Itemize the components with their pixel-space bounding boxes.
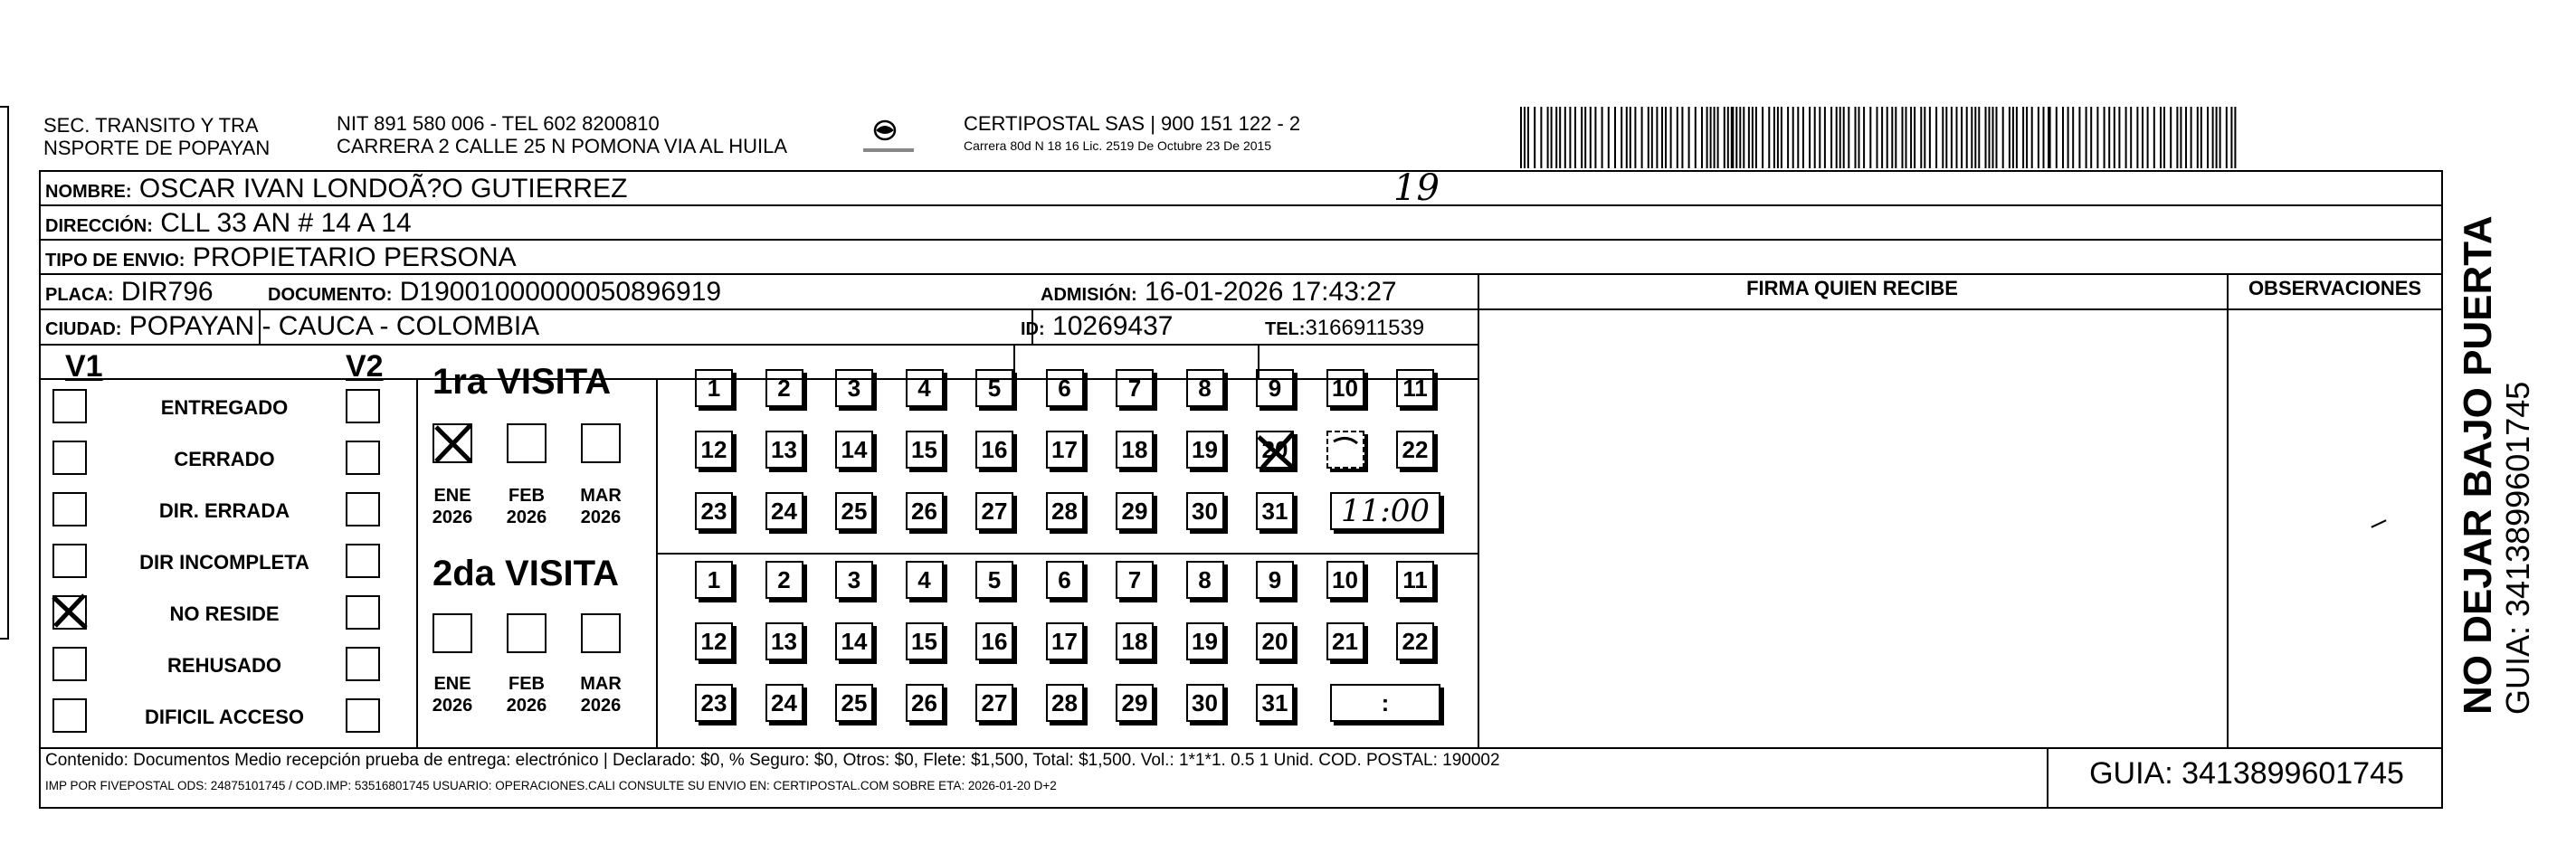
day-box[interactable]: 8 xyxy=(1186,561,1224,599)
barcode-bar xyxy=(1581,107,1583,168)
barcode-bar xyxy=(1819,107,1820,168)
day-box[interactable]: 24 xyxy=(765,684,803,722)
barcode-bar xyxy=(1895,107,1896,168)
barcode-bar xyxy=(1748,107,1750,168)
barcode-bar xyxy=(1855,107,1857,168)
barcode-bar xyxy=(1781,107,1782,168)
first-visit-label: 1ra VISITA xyxy=(433,362,612,402)
day-box[interactable]: 30 xyxy=(1186,492,1224,530)
day-box[interactable]: 14 xyxy=(835,431,873,469)
month-checkbox[interactable] xyxy=(581,613,621,653)
barcode-bar xyxy=(1656,107,1658,168)
day-box[interactable]: 12 xyxy=(695,622,733,660)
status-label: DIR INCOMPLETA xyxy=(139,551,309,574)
v2-checkbox[interactable] xyxy=(346,492,380,526)
recipient-name: NOMBRE: OSCAR IVAN LONDOÃ?O GUTIERREZ xyxy=(45,174,628,204)
barcode-bar xyxy=(2220,107,2221,168)
barcode-bar xyxy=(2062,107,2064,168)
barcode-bar xyxy=(1935,107,1937,168)
status-label: DIR. ERRADA xyxy=(158,499,290,522)
barcode-bar xyxy=(1768,107,1770,168)
barcode-bar xyxy=(1626,107,1628,168)
barcode-bar xyxy=(2096,107,2098,168)
day-box[interactable]: 3 xyxy=(835,561,873,599)
status-label: CERRADO xyxy=(174,448,275,470)
barcode-bar xyxy=(1634,107,1636,168)
certipostal-logo xyxy=(860,118,941,166)
day-box[interactable]: 11 xyxy=(1396,369,1434,407)
barcode-bar xyxy=(1551,107,1553,168)
barcode-bar xyxy=(1648,107,1649,168)
barcode xyxy=(1520,107,2244,173)
barcode-bar xyxy=(1727,107,1729,168)
barcode-bar xyxy=(2009,107,2010,168)
barcode-bar xyxy=(2176,107,2178,168)
day-box[interactable]: 9 xyxy=(1256,561,1294,599)
day-box[interactable]: 10 xyxy=(1326,561,1364,599)
barcode-bar xyxy=(2201,107,2202,168)
time-box[interactable]: 11:00 xyxy=(1330,492,1440,530)
barcode-bar xyxy=(1534,107,1535,168)
day-box[interactable]: 15 xyxy=(906,431,944,469)
barcode-bar xyxy=(2012,107,2014,168)
barcode-bar xyxy=(2212,107,2214,168)
day-box[interactable]: 5 xyxy=(975,369,1013,407)
barcode-bar xyxy=(1773,107,1775,168)
barcode-bar xyxy=(1956,107,1958,168)
barcode-bar xyxy=(2230,107,2232,168)
day-box[interactable]: 18 xyxy=(1116,431,1154,469)
day-box[interactable]: 26 xyxy=(906,492,944,530)
day-box[interactable]: 9 xyxy=(1256,369,1294,407)
day-box[interactable]: 1 xyxy=(695,561,733,599)
day-box[interactable]: 30 xyxy=(1186,684,1224,722)
day-box[interactable]: 31 xyxy=(1256,492,1294,530)
barcode-bar xyxy=(1924,107,1925,168)
barcode-bar xyxy=(2072,107,2074,168)
v1-checkbox[interactable] xyxy=(52,389,87,423)
barcode-bar xyxy=(1710,107,1712,168)
barcode-bar xyxy=(1651,107,1653,168)
barcode-bar xyxy=(1966,107,1968,168)
day-box[interactable]: 17 xyxy=(1046,622,1084,660)
barcode-bar xyxy=(2104,107,2105,168)
v2-checkbox[interactable] xyxy=(346,441,380,475)
recipient-id: ID: 10269437 xyxy=(1021,311,1174,341)
day-box[interactable]: 28 xyxy=(1046,684,1084,722)
barcode-bar xyxy=(2130,107,2132,168)
day-box[interactable]: 6 xyxy=(1046,561,1084,599)
barcode-bar xyxy=(1992,107,1994,168)
day-box[interactable]: 20 xyxy=(1256,431,1294,469)
barcode-bar xyxy=(1555,107,1557,168)
day-box[interactable]: 19 xyxy=(1186,431,1224,469)
day-box[interactable]: 7 xyxy=(1116,369,1154,407)
day-box[interactable]: 16 xyxy=(975,622,1013,660)
side-text xyxy=(2457,190,2536,715)
barcode-bar xyxy=(1717,107,1719,168)
barcode-bar xyxy=(2002,107,2004,168)
barcode-bar xyxy=(1641,107,1643,168)
status-label: REHUSADO xyxy=(167,654,281,677)
barcode-bar xyxy=(2163,107,2165,168)
barcode-bar xyxy=(2197,107,2199,168)
barcode-bar xyxy=(1665,107,1667,168)
day-box[interactable]: 27 xyxy=(975,492,1013,530)
barcode-bar xyxy=(2067,107,2069,168)
month-label: MAR 2026 xyxy=(580,674,622,716)
barcode-bar xyxy=(2226,107,2228,168)
barcode-bar xyxy=(1569,107,1571,168)
day-box[interactable]: 22 xyxy=(1396,431,1434,469)
barcode-bar xyxy=(2016,107,2018,168)
barcode-bar xyxy=(1777,107,1779,168)
shipment-type: TIPO DE ENVIO: PROPIETARIO PERSONA xyxy=(45,242,517,272)
barcode-bar xyxy=(1547,107,1549,168)
signature-label: FIRMA QUIEN RECIBE xyxy=(1746,277,1958,299)
day-box[interactable]: 21 xyxy=(1326,622,1364,660)
barcode-bar xyxy=(1869,107,1871,168)
barcode-bar xyxy=(1614,107,1616,168)
day-box[interactable]: 29 xyxy=(1116,684,1154,722)
day-box[interactable]: 10 xyxy=(1326,369,1364,407)
day-box[interactable]: 24 xyxy=(765,492,803,530)
day-box[interactable]: 18 xyxy=(1116,622,1154,660)
barcode-bar xyxy=(1792,107,1794,168)
day-box[interactable]: 14 xyxy=(835,622,873,660)
barcode-bar xyxy=(2056,107,2058,168)
barcode-bar xyxy=(1951,107,1953,168)
barcode-bar xyxy=(1848,107,1849,168)
day-box[interactable]: 12 xyxy=(695,431,733,469)
barcode-bar xyxy=(1524,107,1526,168)
day-box[interactable]: 31 xyxy=(1256,684,1294,722)
barcode-bar xyxy=(1843,107,1845,168)
month-checkbox[interactable] xyxy=(433,423,472,463)
barcode-bar xyxy=(1739,107,1741,168)
barcode-bar xyxy=(1755,107,1757,168)
barcode-bar xyxy=(2048,107,2051,168)
issuer-contact: NIT 891 580 006 - TEL 602 8200810 CARRERA 2 CALLE 25 N POMONA VIA AL HUILA xyxy=(337,112,788,157)
day-box[interactable]: 25 xyxy=(835,684,873,722)
barcode-bar xyxy=(1608,107,1610,168)
day-box[interactable]: 7 xyxy=(1116,561,1154,599)
barcode-bar xyxy=(1978,107,1980,168)
barcode-bar xyxy=(1724,107,1725,168)
status-label: NO RESIDE xyxy=(169,602,280,625)
barcode-bar xyxy=(1787,107,1789,168)
barcode-bar xyxy=(1971,107,1972,168)
barcode-bar xyxy=(1814,107,1816,168)
barcode-bar xyxy=(2170,107,2172,168)
day-box[interactable]: 23 xyxy=(695,684,733,722)
v1-checkbox[interactable] xyxy=(52,698,87,733)
barcode-bar xyxy=(1985,107,1987,168)
month-checkbox[interactable] xyxy=(581,423,621,463)
plate: PLACA: DIR796 xyxy=(45,277,214,307)
city: CIUDAD: POPAYAN - CAUCA - COLOMBIA xyxy=(45,311,540,341)
barcode-bar xyxy=(2234,107,2236,168)
barcode-bar xyxy=(1906,107,1907,168)
barcode-bar xyxy=(2043,107,2045,168)
status-label: ENTREGADO xyxy=(160,396,289,419)
day-box[interactable]: 28 xyxy=(1046,492,1084,530)
barcode-bar xyxy=(2136,107,2138,168)
month-checkbox[interactable] xyxy=(433,613,472,653)
month-label: FEB 2026 xyxy=(506,674,547,716)
barcode-bar xyxy=(2026,107,2028,168)
day-box[interactable]: 13 xyxy=(765,431,803,469)
day-box[interactable]: 26 xyxy=(906,684,944,722)
barcode-bar xyxy=(1877,107,1878,168)
day-box[interactable]: 8 xyxy=(1186,369,1224,407)
issuer-name: SEC. TRANSITO Y TRA NSPORTE DE POPAYAN xyxy=(43,114,271,159)
barcode-bar xyxy=(1621,107,1622,168)
barcode-bar xyxy=(1731,107,1735,168)
barcode-bar xyxy=(1559,107,1561,168)
day-box[interactable]: 4 xyxy=(906,369,944,407)
barcode-bar xyxy=(1881,107,1883,168)
barcode-bar xyxy=(1695,107,1697,168)
barcode-bar xyxy=(2207,107,2209,168)
document: DOCUMENTO: D19001000000050896919 xyxy=(268,277,722,307)
v2-checkbox[interactable] xyxy=(346,647,380,681)
day-box[interactable]: 5 xyxy=(975,561,1013,599)
guide-number: GUIA: 3413899601745 xyxy=(2089,756,2404,791)
barcode-bar xyxy=(2125,107,2127,168)
barcode-bar xyxy=(1996,107,1998,168)
barcode-bar xyxy=(2185,107,2187,168)
barcode-bar xyxy=(1887,107,1888,168)
barcode-bar xyxy=(1574,107,1576,168)
barcode-bar xyxy=(1891,107,1893,168)
recipient-tel: TEL:3166911539 xyxy=(1265,316,1425,340)
barcode-bar xyxy=(2216,107,2218,168)
month-label: FEB 2026 xyxy=(506,486,547,527)
barcode-bar xyxy=(1920,107,1922,168)
day-box[interactable]: 4 xyxy=(906,561,944,599)
handwritten-number: 19 xyxy=(1393,167,1440,209)
barcode-bar xyxy=(1743,107,1744,168)
content-details: Contenido: Documentos Medio recepción prueba de entrega: electrónico | Declarado: $0, % Seguro: $0, Otros: $0, Flete: $1,500, Total: $1,500. Vol.: 1*1*1. 0.5 1 Unid. COD. POSTAL: 190002 xyxy=(45,751,1500,770)
day-box[interactable] xyxy=(1326,431,1364,469)
month-label: ENE 2026 xyxy=(432,486,473,527)
time-box[interactable]: : xyxy=(1330,684,1440,722)
barcode-bar xyxy=(1942,107,1944,168)
day-box[interactable]: 23 xyxy=(695,492,733,530)
barcode-bar xyxy=(1688,107,1690,168)
barcode-bar xyxy=(1802,107,1804,168)
barcode-bar xyxy=(1945,107,1947,168)
barcode-bar xyxy=(1836,107,1838,168)
barcode-bar xyxy=(1863,107,1865,168)
barcode-bar xyxy=(1809,107,1811,168)
barcode-bar xyxy=(2090,107,2092,168)
barcode-bar xyxy=(1735,107,1737,168)
barcode-bar xyxy=(1590,107,1592,168)
day-box[interactable]: 19 xyxy=(1186,622,1224,660)
observations-label: OBSERVACIONES xyxy=(2248,277,2422,299)
v1-checkbox[interactable] xyxy=(52,441,87,475)
v2-checkbox[interactable] xyxy=(346,389,380,423)
day-box[interactable]: 22 xyxy=(1396,622,1434,660)
barcode-bar xyxy=(2022,107,2024,168)
barcode-bar xyxy=(1602,107,1603,168)
barcode-bar xyxy=(2191,107,2192,168)
barcode-bar xyxy=(1677,107,1678,168)
barcode-bar xyxy=(1858,107,1860,168)
day-box[interactable]: 6 xyxy=(1046,369,1084,407)
barcode-bar xyxy=(1839,107,1841,168)
v2-checkbox[interactable] xyxy=(346,544,380,578)
barcode-bar xyxy=(2153,107,2155,168)
barcode-bar xyxy=(1701,107,1703,168)
barcode-bar xyxy=(2118,107,2120,168)
barcode-bar xyxy=(1824,107,1826,168)
barcode-bar xyxy=(1762,107,1763,168)
day-box[interactable]: 2 xyxy=(765,561,803,599)
barcode-bar xyxy=(1714,107,1716,168)
day-box[interactable]: 11 xyxy=(1396,561,1434,599)
day-box[interactable]: 16 xyxy=(975,431,1013,469)
month-checkbox[interactable] xyxy=(507,613,547,653)
barcode-bar xyxy=(1681,107,1683,168)
no-dejar-bajo-puerta: NO DEJAR BAJO PUERTA xyxy=(2456,215,2500,715)
barcode-bar xyxy=(1630,107,1631,168)
barcode-bar xyxy=(1961,107,1963,168)
day-box[interactable]: 25 xyxy=(835,492,873,530)
barcode-bar xyxy=(1902,107,1904,168)
day-box[interactable]: 1 xyxy=(695,369,733,407)
month-label: ENE 2026 xyxy=(432,674,473,716)
barcode-bar xyxy=(1540,107,1542,168)
status-label: DIFICIL ACCESO xyxy=(144,706,304,728)
month-label: MAR 2026 xyxy=(580,486,622,527)
barcode-bar xyxy=(2142,107,2143,168)
v2-checkbox[interactable] xyxy=(346,698,380,733)
v1-checkbox[interactable] xyxy=(52,544,87,578)
day-box[interactable]: 29 xyxy=(1116,492,1154,530)
day-box[interactable]: 27 xyxy=(975,684,1013,722)
v1-label: V1 xyxy=(65,349,103,384)
day-box[interactable]: 15 xyxy=(906,622,944,660)
margin-bracket xyxy=(0,106,9,640)
barcode-bar xyxy=(1914,107,1915,168)
day-box[interactable]: 2 xyxy=(765,369,803,407)
barcode-bar xyxy=(1797,107,1799,168)
v1-checkbox[interactable] xyxy=(52,595,87,630)
v1-checkbox[interactable] xyxy=(52,492,87,526)
side-guide-number: GUIA: 3413899601745 xyxy=(2499,381,2536,715)
barcode-bar xyxy=(2160,107,2162,168)
courier-info: CERTIPOSTAL SAS | 900 151 122 - 2 Carrera 80d N 18 16 Lic. 2519 De Octubre 23 De 2015 xyxy=(964,112,1301,153)
barcode-bar xyxy=(2031,107,2033,168)
month-checkbox[interactable] xyxy=(507,423,547,463)
barcode-bar xyxy=(1974,107,1976,168)
v2-label: V2 xyxy=(346,349,384,384)
barcode-bar xyxy=(2108,107,2110,168)
v1-checkbox[interactable] xyxy=(52,647,87,681)
day-box[interactable]: 17 xyxy=(1046,431,1084,469)
barcode-bar xyxy=(1520,107,1522,168)
barcode-bar xyxy=(1527,107,1529,168)
second-visit-label: 2da VISITA xyxy=(433,554,619,593)
barcode-bar xyxy=(2180,107,2182,168)
barcode-bar xyxy=(1670,107,1672,168)
barcode-bar xyxy=(1594,107,1596,168)
barcode-bar xyxy=(2114,107,2115,168)
barcode-bar xyxy=(1584,107,1586,168)
barcode-bar xyxy=(2078,107,2080,168)
barcode-bar xyxy=(2086,107,2087,168)
barcode-bar xyxy=(1929,107,1931,168)
barcode-bar xyxy=(1989,107,1991,168)
barcode-bar xyxy=(1830,107,1832,168)
barcode-bar xyxy=(1706,107,1708,168)
day-box[interactable]: 20 xyxy=(1256,622,1294,660)
barcode-bar xyxy=(1910,107,1912,168)
v2-checkbox[interactable] xyxy=(346,595,380,630)
barcode-bar xyxy=(2038,107,2039,168)
day-box[interactable]: 3 xyxy=(835,369,873,407)
barcode-bar xyxy=(1564,107,1566,168)
barcode-bar xyxy=(1661,107,1663,168)
barcode-bar xyxy=(1752,107,1754,168)
print-details: IMP POR FIVEPOSTAL ODS: 24875101745 / COD.IMP: 53516801745 USUARIO: OPERACIONES.CALI CONSULTE SU ENVIO EN: CERTIPOSTAL.COM SOBRE ETA: 2026-01-20 D+2 xyxy=(45,779,1057,792)
day-box[interactable]: 13 xyxy=(765,622,803,660)
admission-date: ADMISIÓN: 16-01-2026 17:43:27 xyxy=(1041,277,1397,307)
barcode-bar xyxy=(2147,107,2149,168)
recipient-address: DIRECCIÓN: CLL 33 AN # 14 A 14 xyxy=(45,208,412,238)
